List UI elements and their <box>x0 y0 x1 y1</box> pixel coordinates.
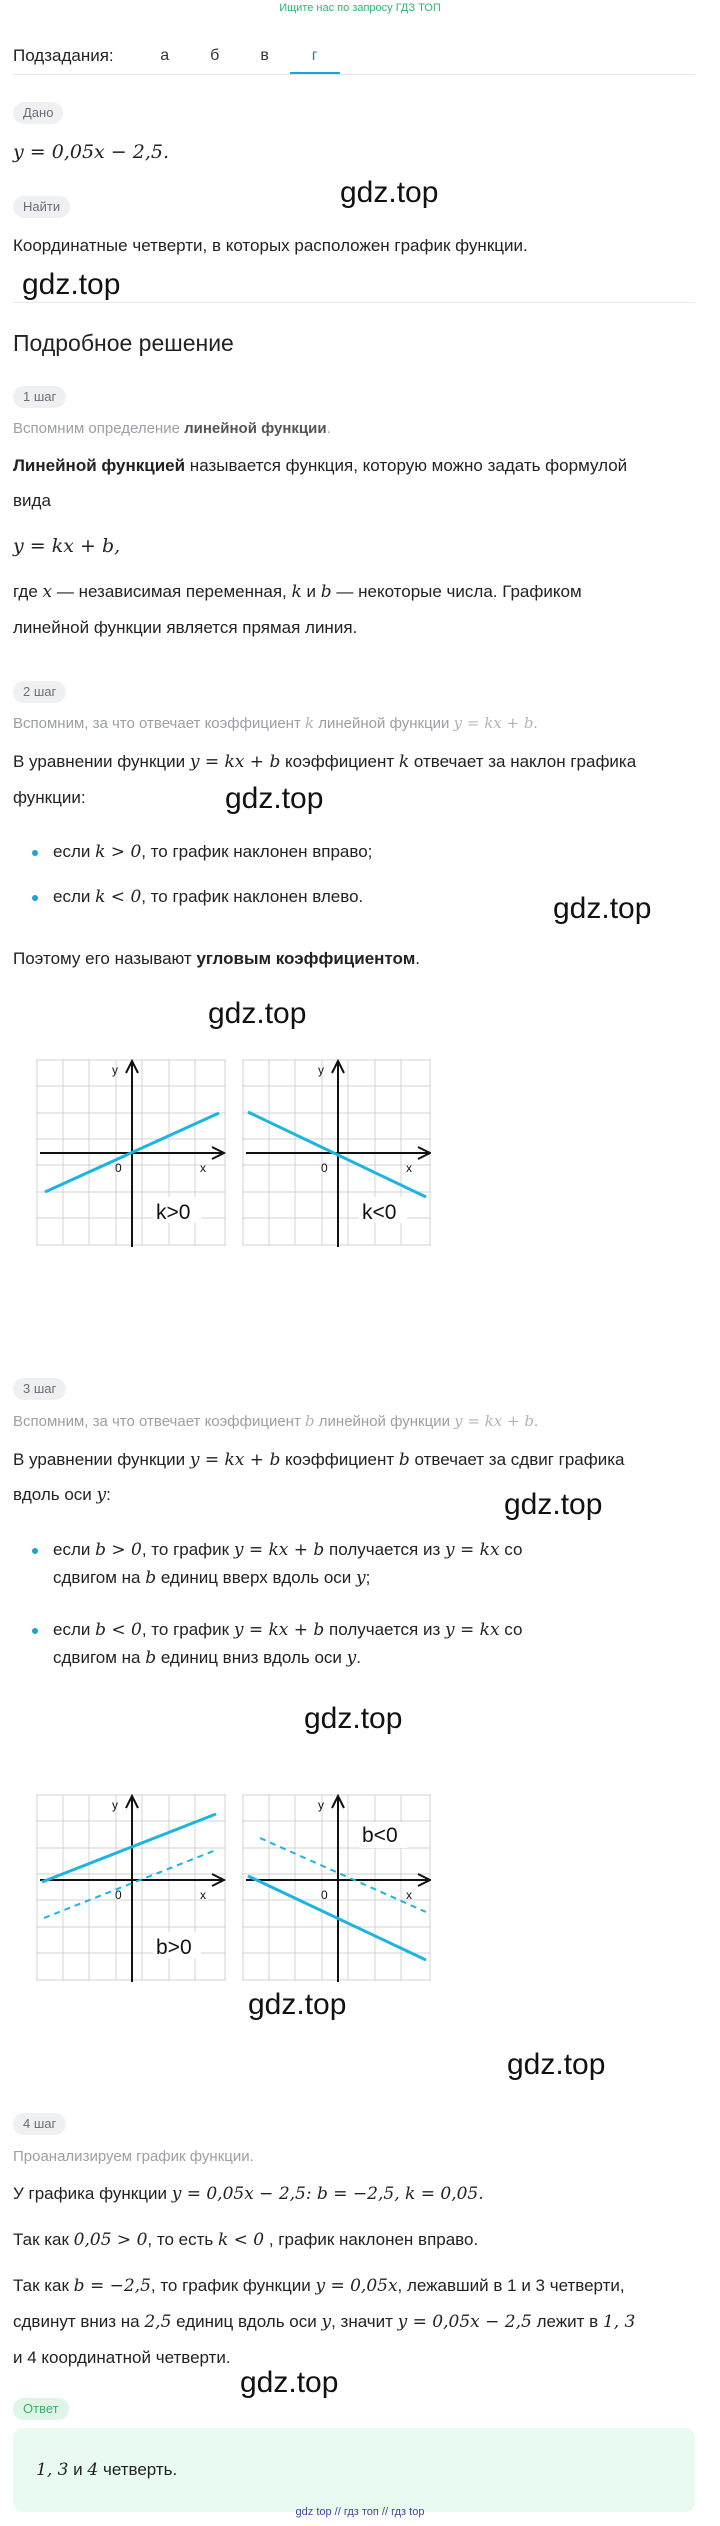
watermark: gdz.top <box>507 2048 606 2081</box>
given-badge: Дано <box>13 102 63 124</box>
watermark: gdz.top <box>22 268 121 301</box>
step4-p3: Так как b = −2,5, то график функции y = 0,05x, лежавший в 1 и 3 четверти, <box>13 2276 625 2296</box>
top-search-link[interactable]: Ищите нас по запросу ГДЗ ТОП <box>279 2 441 14</box>
shift-graphs <box>36 1792 431 1984</box>
step1-where-line2: линейной функции является прямая линия. <box>13 618 358 637</box>
axis-y-label: y <box>318 1063 324 1077</box>
axis-y-label: y <box>318 1798 324 1812</box>
tab-v[interactable]: в <box>260 47 269 64</box>
watermark: gdz.top <box>553 892 652 925</box>
watermark: gdz.top <box>340 176 439 209</box>
watermark: gdz.top <box>240 2366 339 2399</box>
step1-intro: Вспомним определение линейной функции. <box>13 420 331 437</box>
graph-k-negative <box>242 1060 431 1247</box>
step4-p1: У графика функции y = 0,05x − 2,5: b = −2,5, k = 0,05. <box>13 2184 484 2204</box>
answer-text: 1, 3 и 4 четверть. <box>36 2460 178 2480</box>
step2-intro: Вспомним, за что отвечает коэффициент k линейной функции y = kx + b. <box>13 714 538 732</box>
origin-label: 0 <box>321 1161 328 1175</box>
subtasks-title: Подзадания: <box>13 46 114 65</box>
solution-title: Подробное решение <box>13 330 234 356</box>
step3-badge: 3 шаг <box>13 1378 66 1400</box>
slope-graphs <box>36 1057 431 1249</box>
graph-label: b>0 <box>156 1936 192 1959</box>
list-item: если k > 0, то график наклонен вправо; <box>13 838 693 866</box>
step1-definition-line2: вида <box>13 491 51 510</box>
step2-conclusion: Поэтому его называют угловым коэффициентом. <box>13 949 421 968</box>
origin-label: 0 <box>115 1888 122 1902</box>
graph-k-positive <box>36 1060 226 1247</box>
step2-badge: 2 шаг <box>13 681 66 703</box>
step3-list <box>13 1536 693 1672</box>
tabs-divider <box>13 74 695 75</box>
step4-p3-line3: и 4 координатной четверти. <box>13 2348 231 2367</box>
section-divider <box>13 302 695 303</box>
axis-y-label: y <box>112 1063 118 1077</box>
step2-paragraph-line2: функции: <box>13 788 86 807</box>
answer-badge: Ответ <box>13 2398 69 2420</box>
axis-y-label: y <box>112 1798 118 1812</box>
graph-label: k<0 <box>362 1201 397 1224</box>
graph-label: k>0 <box>156 1201 191 1224</box>
axis-x-label: x <box>406 1888 412 1902</box>
given-formula: y = 0,05x − 2,5. <box>13 141 170 163</box>
find-badge: Найти <box>13 196 70 218</box>
origin-label: 0 <box>321 1888 328 1902</box>
watermark: gdz.top <box>225 782 324 815</box>
step4-p2: Так как 0,05 > 0, то есть k < 0 , график наклонен вправо. <box>13 2230 479 2250</box>
step4-p3-line2: сдвинут вниз на 2,5 единиц вдоль оси y, значит y = 0,05x − 2,5 лежит в 1, 3 <box>13 2312 636 2332</box>
subtasks-bar <box>13 38 340 74</box>
step3-paragraph-line2: вдоль оси y: <box>13 1485 111 1505</box>
step1-definition: Линейной функцией называется функция, которую можно задать формулой <box>13 456 628 475</box>
watermark: gdz.top <box>248 1988 347 2021</box>
list-item: если b > 0, то график y = kx + b получается из y = kx со сдвигом на b единиц вверх вдоль оси y; <box>13 1536 693 1592</box>
footer-links[interactable]: gdz top // гдз топ // гдз top <box>295 2506 425 2518</box>
graph-b-negative <box>242 1795 431 1982</box>
step1-formula: y = kx + b, <box>13 535 121 557</box>
step3-paragraph: В уравнении функции y = kx + b коэффициент b отвечает за сдвиг графика <box>13 1450 625 1470</box>
axis-x-label: x <box>200 1888 206 1902</box>
step4-badge: 4 шаг <box>13 2113 66 2135</box>
graph-label: b<0 <box>362 1824 398 1847</box>
axis-x-label: x <box>406 1161 412 1175</box>
graph-b-positive <box>36 1795 226 1982</box>
axis-x-label: x <box>200 1161 206 1175</box>
tab-g[interactable]: г <box>290 38 340 74</box>
step4-intro: Проанализируем график функции. <box>13 2148 254 2165</box>
watermark: gdz.top <box>208 997 307 1030</box>
step2-paragraph: В уравнении функции y = kx + b коэффициент k отвечает за наклон графика <box>13 752 637 772</box>
find-text: Координатные четверти, в которых расположен график функции. <box>13 236 528 255</box>
list-item: если b < 0, то график y = kx + b получается из y = kx со сдвигом на b единиц вниз вдоль оси y. <box>13 1616 693 1672</box>
step1-where: где x — независимая переменная, k и b — некоторые числа. Графиком <box>13 582 582 602</box>
watermark: gdz.top <box>304 1702 403 1735</box>
step1-badge: 1 шаг <box>13 386 66 408</box>
tab-b[interactable]: б <box>210 47 220 64</box>
origin-label: 0 <box>115 1161 122 1175</box>
watermark: gdz.top <box>504 1488 603 1521</box>
tab-a[interactable]: а <box>160 47 170 64</box>
step3-intro: Вспомним, за что отвечает коэффициент b линейной функции y = kx + b. <box>13 1412 539 1430</box>
list-item: если k < 0, то график наклонен влево. <box>13 883 693 911</box>
